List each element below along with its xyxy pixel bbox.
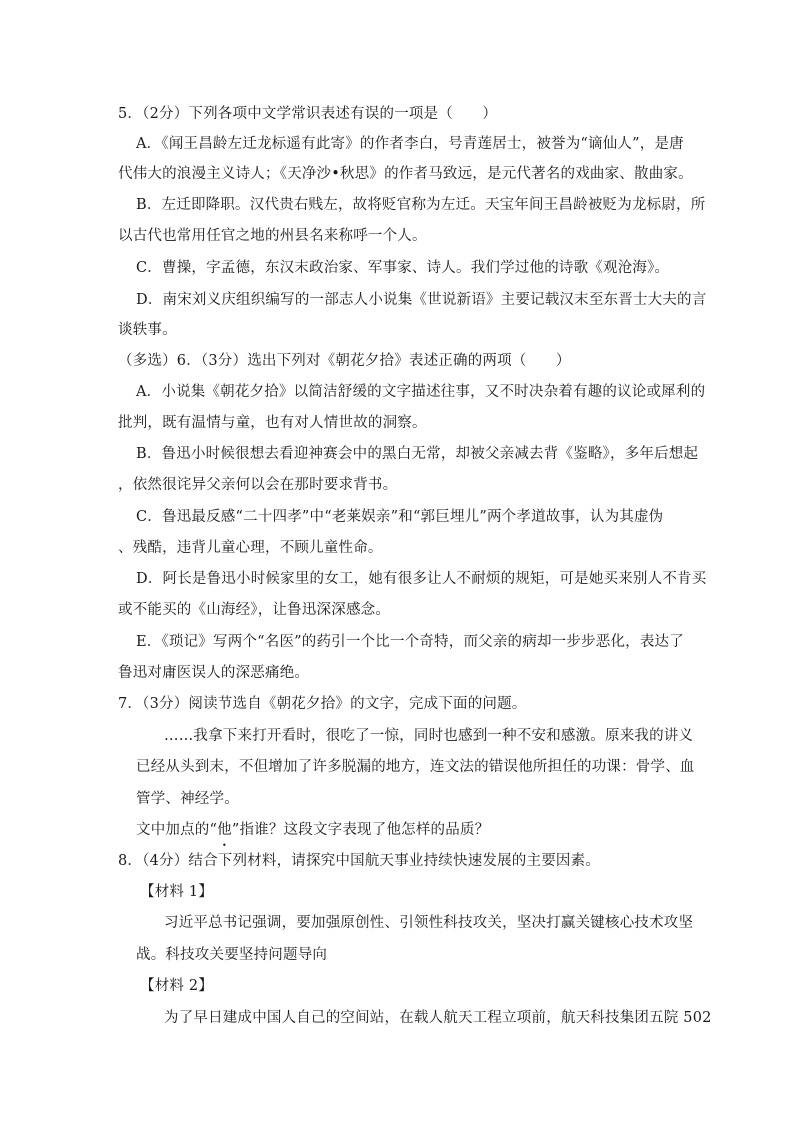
q7-passage-line2: 已经从头到末，不但增加了许多脱漏的地方，连文法的错误他所担任的功课：骨学、血 bbox=[136, 759, 695, 775]
q6-option-e-line2: 鲁迅对庸医误人的深恶痛绝。 bbox=[118, 665, 310, 681]
q7-question-post: ”指谁？这段文字表现了他怎样的品质？ bbox=[231, 822, 490, 838]
q5-option-d-line1: D．南宋刘义庆组织编写的一部志人小说集《世说新语》主要记载汉末至东晋士大夫的言 bbox=[136, 292, 707, 308]
q8-material1-title: 【材料 1】 bbox=[140, 884, 214, 900]
q6-option-c-line1: C．鲁迅最反感“二十四孝”中“老莱娱亲”和“郭巨埋儿”两个孝道故事，认为其虚伪 bbox=[136, 509, 664, 525]
q7-stem: 7．（3分）阅读节选自《朝花夕拾》的文字，完成下面的问题。 bbox=[118, 696, 527, 712]
q5-option-a-line1: A．《闻王昌龄左迁龙标遥有此寄》的作者李白，号青莲居士，被誉为“谪仙人”，是唐 bbox=[136, 136, 684, 152]
q5-option-b-line2: 以古代也常用任官之地的州县名来称呼一个人。 bbox=[118, 228, 427, 244]
q7-passage-line3: 管学、神经学。 bbox=[136, 791, 239, 807]
q8-stem: 8．（4分）结合下列材料，请探究中国航天事业持续快速发展的主要因素。 bbox=[118, 853, 600, 869]
q6-option-a-line1: A．小说集《朝花夕拾》以简洁舒缓的文字描述往事，又不时决杂着有趣的议论或犀利的 bbox=[136, 384, 706, 400]
q6-stem: （多选）6．（3分）选出下列对《朝花夕拾》表述正确的两项（ ） bbox=[118, 353, 571, 369]
q5-option-d-line2: 谈轶事。 bbox=[118, 322, 177, 338]
q5-option-a-line2: 代伟大的浪漫主义诗人；《天净沙•秋思》的作者马致远，是元代著名的戏曲家、散曲家。 bbox=[118, 166, 693, 182]
q6-option-a-line2: 批判，既有温情与童，也有对人情世故的洞察。 bbox=[118, 415, 427, 431]
q8-material2-line1: 为了早日建成中国人自己的空间站，在载人航天工程立项前，航天科技集团五院 502 bbox=[164, 1010, 712, 1026]
q7-passage-line1: ……我拿下来打开看时，很吃了一惊，同时也感到一种不安和感激。原来我的讲义 bbox=[164, 728, 694, 744]
q7-emphasis-mark: 他 bbox=[217, 822, 232, 838]
q7-question-pre: 文中加点的“ bbox=[136, 822, 218, 838]
q6-option-e-line1: E．《琐记》写两个“名医”的药引一个比一个奇特，而父亲的病却一步步恶化，表达了 bbox=[136, 634, 684, 650]
q5-option-b-line1: B．左迁即降职。汉代贵右贱左，故将贬官称为左迁。天宝年间王昌龄被贬为龙标尉，所 bbox=[136, 197, 706, 213]
q6-option-c-line2: 、残酷，违背儿童心理，不顾儿童性命。 bbox=[118, 540, 383, 556]
q5-option-c-line1: C．曹操，字孟德，东汉末政治家、军事家、诗人。我们学过他的诗歌《观沧海》。 bbox=[136, 260, 670, 276]
q8-material2-title: 【材料 2】 bbox=[140, 978, 214, 994]
q7-question bbox=[136, 820, 489, 840]
q6-option-d-line1: D．阿长是鲁迅小时候家里的女工，她有很多让人不耐烦的规矩，可是她买来别人不肯买 bbox=[136, 571, 707, 587]
q6-option-b-line2: ，依然很诧异父亲何以会在那时要求背书。 bbox=[118, 477, 398, 493]
q6-option-d-line2: 或不能买的《山海经》，让鲁迅深深感念。 bbox=[118, 602, 391, 618]
q8-material1-line1: 习近平总书记强调，要加强原创性、引领性科技攻关，坚决打赢关键核心技术攻坚 bbox=[164, 915, 694, 931]
q8-material1-line2: 战。科技攻关要坚持问题导向 bbox=[136, 947, 328, 963]
q6-option-b-line1: B．鲁迅小时候很想去看迎神赛会中的黑白无常，却被父亲减去背《鉴略》，多年后想起 bbox=[136, 446, 699, 462]
q5-stem: 5．（2分）下列各项中文学常识表述有误的一项是（ ） bbox=[118, 106, 498, 122]
